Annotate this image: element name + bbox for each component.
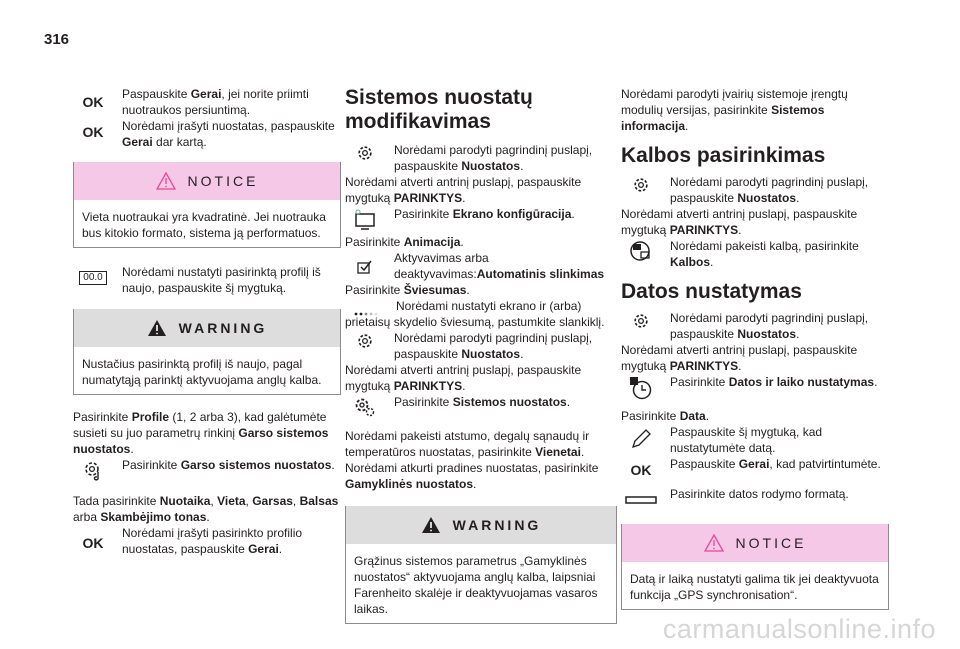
reset-button-icon: 00.0 (73, 268, 113, 285)
settings-step (345, 142, 617, 174)
system-settings-text: Pasirinkite Sistemos nuostatos. (394, 395, 571, 409)
notice-box (73, 162, 341, 248)
checkbox-icon (345, 260, 385, 278)
settings-icon (621, 176, 661, 198)
notice-header (74, 162, 340, 200)
tada-paragraph: Tada pasirinkite Nuotaika, Vieta, Garsas, Balsas arba Skambėjimo tonas. (73, 494, 339, 524)
ok-confirm-step (621, 456, 889, 478)
ok-save-profile-step (73, 525, 341, 557)
edit-date-text: Paspauskite šį mygtuką, kad nustatytumėte datą. (670, 425, 823, 455)
options-text: Norėdami atverti antrinį puslapį, paspauskite mygtuką PARINKTYS. (345, 175, 582, 205)
system-settings-step (345, 394, 617, 410)
notice-triangle-icon (704, 534, 724, 552)
page-number: 316 (44, 31, 70, 48)
units-text: Norėdami pakeisti atstumo, degalų sąnaudų ir temperatūros nuostatas, pasirinkite Vienetai. (345, 429, 590, 459)
lang-settings-text: Norėdami parodyti pagrindinį puslapį, paspauskite Nuostatos. (670, 175, 869, 205)
warning-text: Nustačius pasirinktą profilį iš naujo, pagal numatytąją parinktį aktyvuojama anglų kalba. (82, 357, 322, 387)
ok-save-profile-text: Norėdami įrašyti pasirinkto profilio nuostatas, paspauskite Gerai. (122, 526, 303, 556)
language-heading: Kalbos pasirinkimas (621, 144, 826, 167)
warning-title: WARNING (178, 320, 268, 336)
animation-text: Pasirinkite Animacija. (345, 235, 464, 249)
audio-settings-text: Pasirinkite Garso sistemos nuostatos. (122, 458, 335, 472)
lang-settings-step (621, 174, 889, 206)
clock-icon (621, 376, 661, 404)
settings-text-2: Norėdami parodyti pagrindinį puslapį, paspauskite Nuostatos. (394, 331, 593, 361)
reset-text: Norėdami nustatyti pasirinktą profilį iš naujo, paspauskite šį mygtuką. (122, 265, 321, 295)
ok-icon: OK (82, 94, 104, 110)
date-options-text: Norėdami atverti antrinį puslapį, paspauskite mygtuką PARINKTYS. (621, 343, 858, 373)
factory-text: Norėdami atkurti pradines nuostatas, pasirinkite Gamyklinės nuostatos. (345, 461, 599, 491)
warning-header (346, 506, 616, 544)
date-format-step (621, 486, 889, 502)
notice-title: NOTICE (187, 173, 259, 189)
system-info-text: Norėdami parodyti įvairių sistemoje įrengtų modulių versijas, pasirinkite Sistemos informacija. (621, 87, 848, 133)
ok-icon: OK (630, 462, 652, 478)
settings-step-2 (345, 330, 617, 362)
watermark: carmanualsonline.info (662, 614, 936, 644)
notice-triangle-icon (156, 172, 176, 190)
section-heading: Sistemos nuostatų modifikavimas (345, 86, 533, 133)
notice-text: Datą ir laiką nustatyti galima tik jei deaktyvuota funkcija „GPS synchronisation“. (630, 572, 879, 602)
language-icon (621, 240, 661, 266)
brightness-text: Pasirinkite Šviesumas. (345, 283, 470, 297)
ok-accept-step (73, 86, 341, 118)
system-settings-icon (345, 396, 385, 422)
autoscroll-step (345, 250, 617, 282)
ok-save-text: Norėdami įrašyti nuostatas, paspauskite Gerai dar kartą. (122, 119, 335, 149)
screen-config-icon (345, 208, 385, 236)
date-select-text: Pasirinkite Data. (621, 409, 710, 423)
language-text: Norėdami pakeisti kalbą, pasirinkite Kalbos. (670, 239, 859, 269)
ok-save-step (73, 118, 341, 150)
warning-header (74, 309, 340, 347)
settings-text: Norėdami parodyti pagrindinį puslapį, paspauskite Nuostatos. (394, 143, 593, 173)
profile-paragraph: Pasirinkite Profile (1, 2 arba 3), kad galėtumėte susieti su juo parametrų rinkinį Garso sistemos nuostatos. (73, 410, 329, 456)
warning-triangle-icon (147, 319, 167, 337)
ok-icon: OK (82, 124, 104, 140)
screen-config-text: Pasirinkite Ekrano konfigūracija. (394, 207, 575, 221)
warning-box (73, 309, 341, 395)
settings-icon (345, 332, 385, 354)
ok-confirm-text: Paspauskite Gerai, kad patvirtintumėte. (670, 457, 881, 471)
slider-icon (345, 306, 385, 322)
date-settings-step (621, 310, 889, 342)
notice-header (622, 524, 888, 562)
warning-triangle-icon (421, 516, 441, 534)
date-heading: Datos nustatymas (621, 280, 802, 303)
lang-options-text: Norėdami atverti antrinį puslapį, paspauskite mygtuką PARINKTYS. (621, 207, 858, 237)
notice-title: NOTICE (735, 535, 807, 551)
column-1 (73, 86, 341, 557)
audio-settings-icon (73, 459, 113, 485)
notice-text: Vieta nuotraukai yra kvadratinė. Jei nuotrauka bus kitokio formato, sistema ją performatuos. (82, 210, 326, 240)
ok-accept-text: Paspauskite Gerai, jei norite priimti nuotraukos persiuntimą. (122, 87, 309, 117)
datetime-text: Pasirinkite Datos ir laiko nustatymas. (670, 375, 878, 389)
notice-box-2 (621, 524, 889, 610)
warning-box-2 (345, 506, 617, 624)
audio-settings-step (73, 457, 341, 473)
ok-icon: OK (82, 535, 104, 551)
warning-text: Grąžinus sistemos parametrus „Gamyklinės nuostatos“ aktyvuojama anglų kalba, laipsniai Farenheito skalėje ir deaktyvuojamas vasaros laikas. (354, 554, 598, 616)
warning-title: WARNING (452, 517, 542, 533)
autoscroll-text: Aktyvavimas arba deaktyvavimas:Automatinis slinkimas (394, 251, 605, 281)
datetime-step (621, 374, 889, 398)
reset-step (73, 264, 341, 296)
date-format-icon (621, 492, 661, 508)
settings-icon (621, 312, 661, 334)
brightness-slider-text: Norėdami nustatyti ekrano ir (arba) prietaisų skydelio šviesumą, pastumkite slankiklį. (345, 299, 605, 329)
language-step (621, 238, 889, 270)
column-3 (621, 86, 889, 610)
brightness-step (345, 298, 617, 330)
settings-icon (345, 144, 385, 166)
date-format-text: Pasirinkite datos rodymo formatą. (670, 487, 849, 501)
pencil-icon (621, 428, 661, 454)
column-2 (345, 86, 617, 624)
options-text-2: Norėdami atverti antrinį puslapį, paspauskite mygtuką PARINKTYS. (345, 363, 582, 393)
edit-date-step (621, 424, 889, 456)
date-settings-text: Norėdami parodyti pagrindinį puslapį, paspauskite Nuostatos. (670, 311, 869, 341)
screen-config-step (345, 206, 617, 222)
